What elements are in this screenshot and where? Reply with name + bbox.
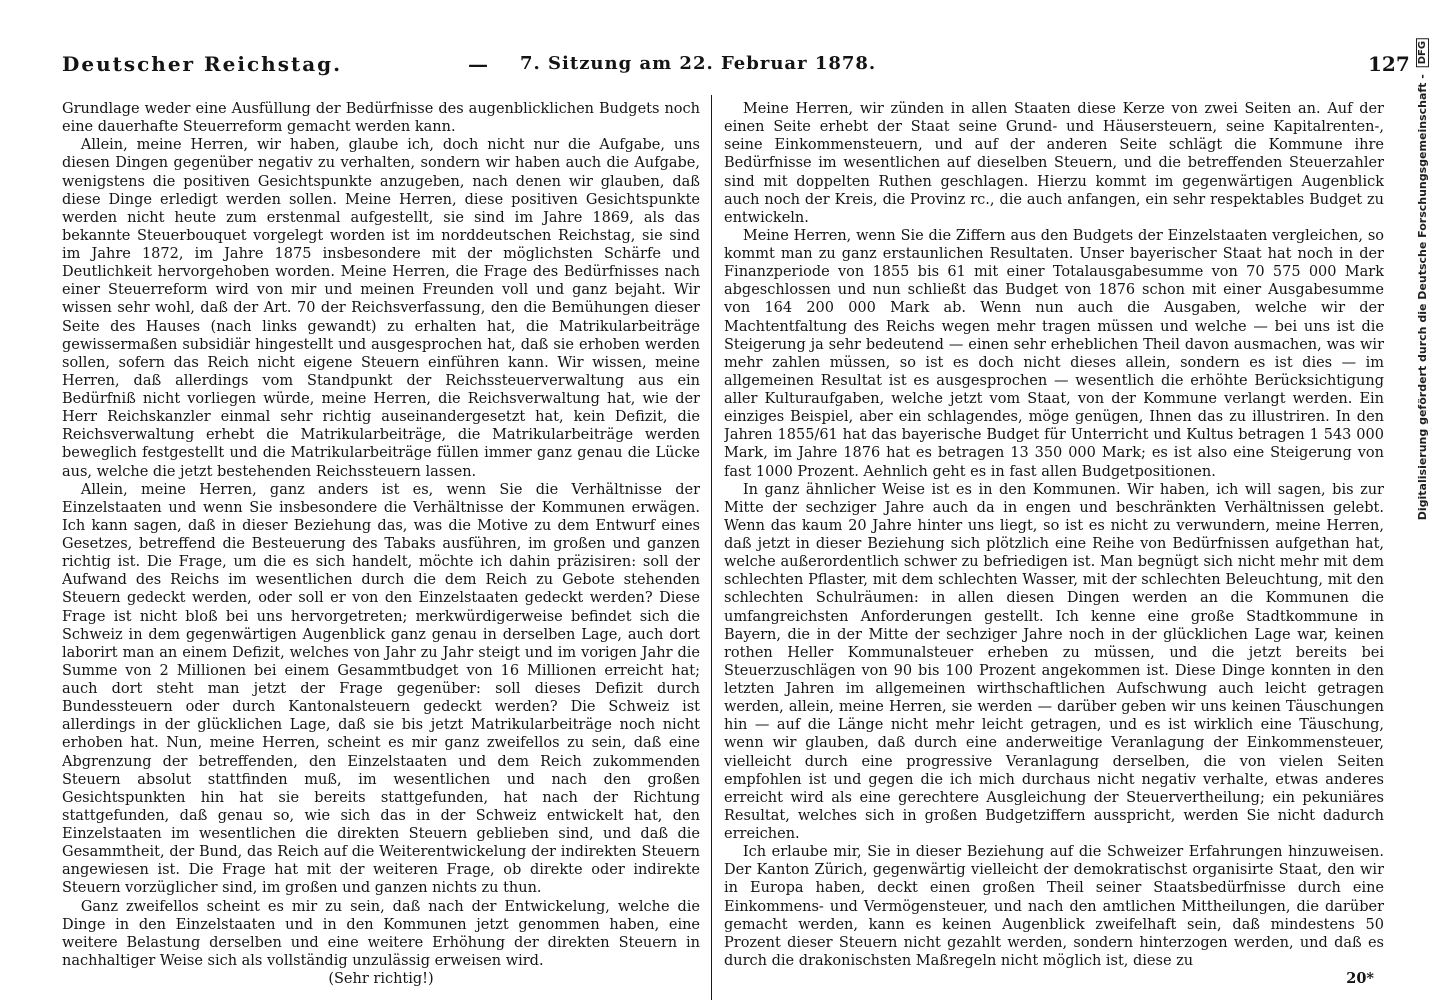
page-number: 127: [1368, 52, 1410, 76]
paragraph: Grundlage weder eine Ausfüllung der Bedürfnisse des augenblicklichen Budgets noch eine dauerhafte Steuerreform gemacht werden kann.: [62, 101, 700, 136]
paragraph: Meine Herren, wenn Sie die Ziffern aus den Budgets der Einzelstaaten vergleichen, so kommt man zu ganz erstaunlichen Resultaten. Unser bayerischer Staat hat noch in der Finanzperiode von 1855 bis 61 mit einer Totalausgabesumme von 70 575 000 Mark abgeschlossen und nun schließt das Budget von 1876 schon mit einer Ausgabesumme von 164 200 000 Mark ab. Wenn nun auch die Ausgaben, welche wir der Machtentfaltung des Reichs wegen mehr tragen müssen und welche — bei uns ist die Steigerung ja sehr bedeutend — einen sehr erheblichen Theil davon ausmachen, was wir mehr zahlen müssen, so ist es doch nicht dieses allein, sondern es ist dies — im allgemeinen Resultat ist es ausgesprochen — wesentlich die erhöhte Berücksichtigung aller Kulturaufgaben, welche jetzt vom Staat, von der Kommune verlangt werden. Ein einziges Beispiel, aber ein schlagendes, möge genügen, Ihnen das zu illustriren. In den Jahren 1855/61 hat das bayerische Budget für Unterricht und Kultus betragen 1 543 000 Mark, im Jahre 1876 hat es betragen 13 350 000 Mark; es ist also eine Steigerung von fast 1000 Prozent. Aehnlich geht es in fast allen Budgetpositionen.: [724, 227, 1384, 480]
session-date: 7. Sitzung am 22. Februar 1878.: [520, 53, 877, 74]
running-title: Deutscher Reichstag.: [62, 52, 343, 76]
paragraph: In ganz ähnlicher Weise ist es in den Kommunen. Wir haben, ich will sagen, bis zur Mitte der sechziger Jahre auch da in engen und beschränkten Verhältnissen gelebt. Wenn das kaum 20 Jahre hinter uns liegt, so ist es nicht zu verwundern, meine Herren, daß jetzt in dieser Beziehung sich plötzlich eine Reihe von Bedürfnissen aufgethan hat, welche außerordentlich schwer zu befriedigen ist. Man begnügt sich nicht mehr mit dem schlechten Pflaster, mit dem schlechten Wasser, mit der schlechten Beleuchtung, mit den schlechten Schulräumen: in allen diesen Dingen werden an die Kommunen die umfangreichsten Anforderungen gestellt. Ich kenne eine große Stadtkommune in Bayern, die in der Mitte der sechziger Jahre noch in der glücklichen Lage war, keinen rothen Heller Kommunalsteuer erheben zu müssen, und die jetzt bereits bei Steuerzuschlägen von 90 bis 100 Prozent angekommen ist. Diese Dinge konnten in den letzten Jahren im allgemeinen wirthschaftlichen Aufschwung auch leicht getragen werden, allein, meine Herren, sie werden — darüber geben wir uns keinen Täuschungen hin — auf die Länge nicht mehr leicht getragen, und es ist wirklich eine Täuschung, wenn wir glauben, daß durch eine anderweitige Veranlagung der Einkommensteuer, vielleicht durch eine progressive Veranlagung derselben, die von vielen Seiten empfohlen ist und gegen die ich mich durchaus nicht negativ verhalte, etwas anderes erreicht wird als eine gerechtere Ausgleichung der Steuervertheilung; ein pekuniäres Resultat, welches sich in großen Budgetziffern ausspricht, werden Sie nicht dadurch erreichen.: [724, 481, 1384, 842]
paragraph: Allein, meine Herren, ganz anders ist es, wenn Sie die Verhältnisse der Einzelstaaten und wenn Sie insbesondere die Verhältnisse der Kommunen erwägen. Ich kann sagen, daß in dieser Beziehung das, was die Motive zu dem Entwurf eines Gesetzes, betreffend die Besteuerung des Tabaks ausführen, im großen und ganzen richtig ist. Die Frage, um die es sich handelt, möchte ich dahin präzisiren: soll der Aufwand des Reichs im wesentlichen durch die dem Reich zu Gebote stehenden Steuern gedeckt werden, oder soll er von den Einzelstaaten gedeckt werden? Diese Frage ist nicht bloß bei uns hervorgetreten; merkwürdigerweise befindet sich die Schweiz in dem gegenwärtigen Augenblick ganz genau in derselben Lage, auch dort laborirt man an einem Defizit, welches von Jahr zu Jahr steigt und im vorigen Jahr die Summe von 2 Millionen bei einem Gesammtbudget von 16 Millionen erreicht hat; auch dort steht man jetzt der Frage gegenüber: soll dieses Defizit durch Bundessteuern oder durch Kantonalsteuern gedeckt werden? Die Schweiz ist allerdings in der glücklichen Lage, daß sie bis jetzt Matrikularbeiträge noch nicht erhoben hat. Nun, meine Herren, scheint es mir ganz zweifellos zu sein, daß eine Abgrenzung der betreffenden, den Einzelstaaten und dem Reich zukommenden Steuern absolut stattfinden muß, im wesentlichen und nach den großen Gesichtspunkten hin hat sie bereits stattgefunden, hat nach der Richtung stattgefunden, daß genau so, wie sich das in der Schweiz entwickelt hat, den Einzelstaaten im wesentlichen die direkten Steuern geblieben sind, und daß die Gesammtheit, der Bund, das Reich auf die Weiterentwickelung der indirekten Steuern angewiesen ist. Die Frage hat mit der weiteren Frage, ob direkte oder indirekte Steuern vorzüglicher sind, im großen und ganzen nichts zu thun.: [62, 481, 700, 897]
dfg-logo: DFG: [1416, 38, 1429, 67]
right-column: [724, 100, 1384, 988]
left-column: [62, 100, 700, 988]
paragraph: Ich erlaube mir, Sie in dieser Beziehung auf die Schweizer Erfahrungen hinzuweisen. Der Kanton Zürich, gegenwärtig vielleicht der demokratischst organisirte Staat, den wir in Europa haben, deckt einen großen Theil seiner Staatsbedürfnisse durch eine Einkommens- und Vermögensteuer, und nach den amtlichen Mittheilungen, die darüber gemacht werden, kann es keinen Augenblick zweifelhaft sein, daß mindestens 50 Prozent dieser Steuern nicht gezahlt werden, sondern hinterzogen werden, und daß es durch die drakonischsten Maßregeln nicht möglich ist, diese zu: [724, 844, 1384, 969]
header-dash: —: [468, 52, 488, 76]
paragraph: Ganz zweifellos scheint es mir zu sein, daß nach der Entwickelung, welche die Dinge in den Einzelstaaten und in den Kommunen jetzt genommen haben, eine weitere Belastung derselben und eine weitere Erhöhung der direkten Steuern in nachhaltiger Weise sich als vollständig unzulässig erweisen wird.: [62, 898, 700, 969]
dfg-watermark: [1416, 38, 1429, 520]
watermark-text: Digitalisierung gefördert durch die Deutsche Forschungsgemeinschaft -: [1416, 74, 1429, 521]
signature-mark: 20*: [1346, 970, 1374, 987]
interjection: (Sehr richtig!): [328, 971, 434, 987]
column-divider: [711, 95, 712, 1000]
paragraph: Allein, meine Herren, wir haben, glaube ich, doch nicht nur die Aufgabe, uns diesen Dingen gegenüber negativ zu verhalten, sondern wir haben auch die Aufgabe, wenigstens die positiven Gesichtspunkte anzugeben, nach denen wir glauben, daß diese Dinge erledigt werden sollen. Meine Herren, diese positiven Gesichtspunkte werden nicht heute zum erstenmal aufgestellt, sie sind im Jahre 1869, als das bekannte Steuerbouquet vorgelegt worden ist im norddeutschen Reichstag, sie sind im Jahre 1872, im Jahre 1875 insbesondere mit der möglichsten Schärfe und Deutlichkeit hervorgehoben worden. Meine Herren, die Frage des Bedürfnisses nach einer Steuerreform wird von mir und meinen Freunden voll und ganz bejaht. Wir wissen sehr wohl, daß der Art. 70 der Reichsverfassung, den die Bemühungen dieser Seite des Hauses (nach links gewandt) zu erhalten hat, die Matrikularbeiträge gewissermaßen subsidiär hingestellt und ausgesprochen hat, daß sie erhoben werden sollen, sofern das Reich nicht eigene Steuern einführen kann. Wir wissen, meine Herren, daß allerdings vom Standpunkt der Reichssteuerverwaltung aus ein Bedürfniß nicht vorliegen würde, meine Herren, die Reichsverwaltung hat, wie der Herr Reichskanzler einmal sehr richtig auseinandergesetzt hat, kein Defizit, die Reichsverwaltung erhebt die Matrikularbeiträge, die Matrikularbeiträge werden beweglich festgestellt und die Matrikularbeiträge füllen immer ganz genau die Lücke aus, welche die jetzt bestehenden Reichssteuern lassen.: [62, 137, 700, 480]
paragraph: Meine Herren, wir zünden in allen Staaten diese Kerze von zwei Seiten an. Auf der einen Seite erhebt der Staat seine Grund- und Häusersteuern, seine Kapitalrenten-, seine Einkommensteuern, und auf der anderen Seite schlägt die Kommune ihre Bedürfnisse im wesentlichen auf dieselben Steuern, und die betreffenden Steuerzahler sind mit doppelten Ruthen geschlagen. Hierzu kommt im gegenwärtigen Augenblick auch noch der Kreis, die Provinz rc., die auch anfangen, ein sehr respektables Budget zu entwickeln.: [724, 101, 1384, 226]
